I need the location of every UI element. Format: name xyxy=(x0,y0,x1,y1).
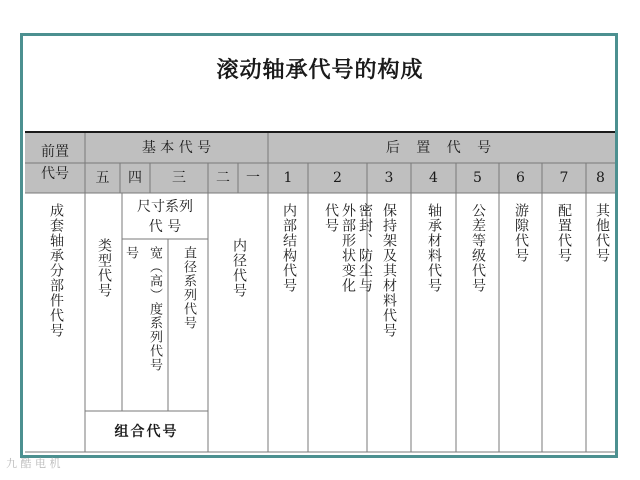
page-title: 滚动轴承代号的构成 xyxy=(216,58,424,83)
digit-two: 二 xyxy=(216,170,230,186)
digit-five: 五 xyxy=(95,170,110,186)
rear-item-7: 配置代号 xyxy=(556,203,572,263)
rear-number-5: 5 xyxy=(473,170,482,186)
front-code-header: 前置 代号 xyxy=(41,144,69,182)
watermark: 九 酷 电 机 xyxy=(6,457,61,470)
diameter-series-code: 直径系列代号 xyxy=(181,246,196,330)
rear-item-4: 轴承材料代号 xyxy=(426,203,442,293)
rear-number-4: 4 xyxy=(429,170,438,186)
width-series-prefix: 号 xyxy=(123,246,138,260)
front-code-desc: 成套轴承分部件代号 xyxy=(48,203,64,338)
rear-number-1: 1 xyxy=(283,170,293,186)
digit-four: 四 xyxy=(128,170,142,186)
combined-code: 组合代号 xyxy=(114,423,179,440)
digit-one: 一 xyxy=(246,170,260,186)
inner-diameter-code: 内径代号 xyxy=(231,238,247,298)
type-code: 类型代号 xyxy=(96,238,112,298)
rear-number-8: 8 xyxy=(596,170,605,186)
rear-item-6: 游隙代号 xyxy=(513,203,529,263)
size-series-code: 尺寸系列 代 号 xyxy=(137,199,193,235)
rear-number-6: 6 xyxy=(516,170,525,186)
rear-code-header: 后 置 代 号 xyxy=(385,140,498,156)
rear-item-5: 公差等级代号 xyxy=(470,203,486,293)
rear-number-7: 7 xyxy=(559,170,569,186)
basic-code-header: 基 本 代 号 xyxy=(141,140,212,156)
rear-item-3: 保持架及其材料代号 xyxy=(381,203,397,338)
rear-number-3: 3 xyxy=(384,170,394,186)
rear-item-1: 内部结构代号 xyxy=(281,203,297,293)
rear-number-2: 2 xyxy=(333,170,342,186)
rear-item-8: 其他代号 xyxy=(594,203,610,263)
width-series-code: 宽（高）度系列代号 xyxy=(147,246,162,372)
digit-three: 三 xyxy=(172,170,186,186)
rear-item-2: 密封、防尘与外部形状变化代号 xyxy=(323,203,373,293)
